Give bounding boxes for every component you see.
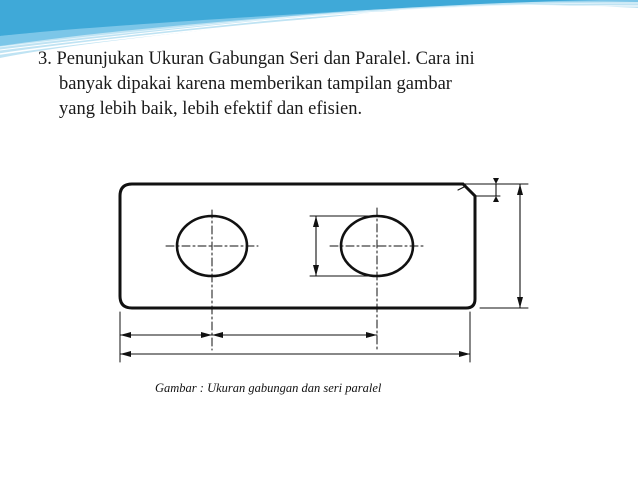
center-lines xyxy=(166,208,424,350)
paragraph-line-3: yang lebih baik, lebih efektif dan efisien. xyxy=(59,99,363,119)
dimension-lines xyxy=(120,184,520,354)
paragraph-line-2: banyak dipakai karena memberikan tampilan gambar xyxy=(59,74,452,94)
paragraph-line-1: 3. Penunjukan Ukuran Gabungan Seri dan Paralel. Cara ini xyxy=(38,49,475,69)
dimension-arrowheads xyxy=(120,178,523,357)
figure-caption: Gambar : Ukuran gabungan dan seri paralel xyxy=(155,381,382,395)
